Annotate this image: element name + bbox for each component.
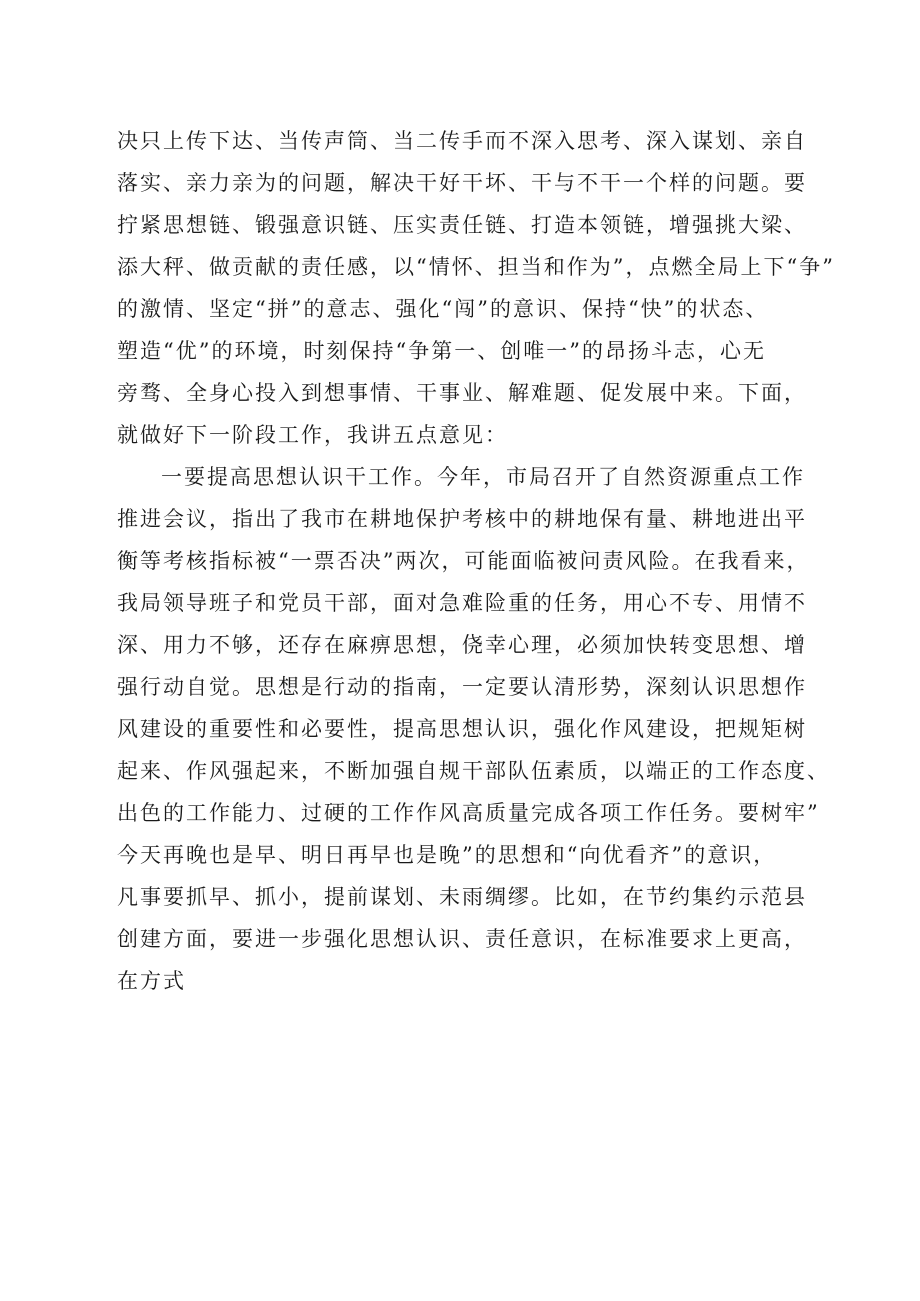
document-body bbox=[117, 120, 835, 1002]
text-line: 塑造“优”的环境，时刻保持“争第一、创唯一”的昂扬斗志，心无 bbox=[117, 339, 766, 363]
text-line: 的激情、坚定“拼”的意志、强化“闯”的意识、保持“快”的状态、 bbox=[117, 297, 769, 321]
text-line: 一要提高思想认识干工作。今年，市局召开了自然资源重点工作 bbox=[161, 465, 805, 489]
text-line: 落实、亲力亲为的问题，解决干好干坏、干与不干一个样的问题。要 bbox=[117, 171, 807, 195]
text-line: 我局领导班子和党员干部，面对急难险重的任务，用心不专、用情不 bbox=[117, 591, 807, 615]
intro-paragraph bbox=[117, 120, 835, 456]
text-line: 深、用力不够，还存在麻痹思想，侥幸心理，必须加快转变思想、增 bbox=[117, 633, 807, 657]
text-line: 就做好下一阶段工作，我讲五点意见： bbox=[117, 423, 508, 447]
text-line: 起来、作风强起来，不断加强自规干部队伍素质，以端正的工作态度、 bbox=[117, 759, 830, 783]
text-line: 衡等考核指标被“一票否决”两次，可能面临被问责风险。在我看来， bbox=[117, 549, 810, 573]
text-line: 风建设的重要性和必要性，提高思想认识，强化作风建设，把规矩树 bbox=[117, 717, 807, 741]
text-line: 添大秤、做贡献的责任感，以“情怀、担当和作为”，点燃全局上下“争” bbox=[117, 255, 835, 279]
text-line: 决只上传下达、当传声筒、当二传手而不深入思考、深入谋划、亲自 bbox=[117, 129, 807, 153]
text-line: 拧紧思想链、锻强意识链、压实责任链、打造本领链，增强挑大梁、 bbox=[117, 213, 807, 237]
text-line: 在方式 bbox=[117, 969, 186, 993]
point-one-paragraph bbox=[117, 456, 830, 1002]
text-line: 凡事要抓早、抓小，提前谋划、未雨绸缪。比如，在节约集约示范县 bbox=[117, 885, 807, 909]
text-line: 今天再晚也是早、明日再早也是晚”的思想和“向优看齐”的意识， bbox=[117, 843, 777, 867]
text-line: 出色的工作能力、过硬的工作作风高质量完成各项工作任务。要树牢” bbox=[117, 801, 820, 825]
text-line: 旁骛、全身心投入到想事情、干事业、解难题、促发展中来。下面， bbox=[117, 381, 807, 405]
text-line: 创建方面，要进一步强化思想认识、责任意识，在标准要求上更高， bbox=[117, 927, 807, 951]
text-line: 强行动自觉。思想是行动的指南，一定要认清形势，深刻认识思想作 bbox=[117, 675, 807, 699]
text-line: 推进会议，指出了我市在耕地保护考核中的耕地保有量、耕地进出平 bbox=[117, 507, 807, 531]
